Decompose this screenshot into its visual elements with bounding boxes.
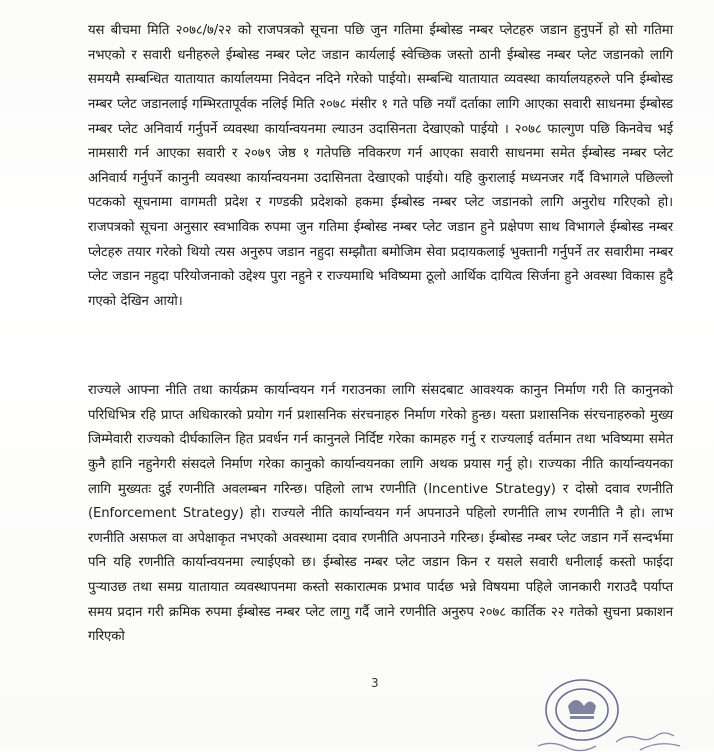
page-number: 3 <box>371 676 379 690</box>
official-seal-icon <box>520 672 714 752</box>
paragraph-2: राज्यले आफ्ना नीति तथा कार्यक्रम कार्यान्वयन गर्न गराउनका लागि संसदबाट आवश्यक कानुन निर्माण गरी ति कानुनको परिधिभित्र रहि प्राप्त अधिकारको प्रयोग गर्न प्रशासनिक संरचनाहरु निर्माण गरेको हुन्छ। यस्ता प्रशासनिक संरचनाहरुको मुख्य जिम्मेवारी राज्यको दीर्घकालिन हित प्रवर्धन गर्न कानुनले निर्दिष्ट गरेका कामहरु गर्नु र राज्यलाई वर्तमान तथा भविष्यमा समेत कुनै हानि नहुनेगरी संसदले निर्माण गरेका कानुको कार्यान्वयनका लागि अथक प्रयास गर्नु हो। राज्यका नीति कार्यान्वयनका लागि मुख्यतः दुई रणनीति अवलम्बन गरिन्छ। पहिलो लाभ रणनीति (Incentive Strategy) र दोस्रो दवाव रणनीति (Enforcement Strategy) हो। राज्यले नीति कार्यान्वयन गर्न अपनाउने पहिलो रणनीति लाभ रणनीति नै हो। लाभ रणनीति असफल वा अपेक्षाकृत नभएको अवस्थामा दवाव रणनीति अपनाउने गरिन्छ। ईम्बोस्ड नम्बर प्लेट जडान गर्ने सन्दर्भमा पनि यहि रणनीति कार्यान्वयनमा ल्याईएको छ। ईम्बोस्ड नम्बर प्लेट जडान किन र यसले सवारी धनीलाई कस्तो फाईदा पुर्‍याउछ तथा समग्र यातायात व्यवस्थापनमा कस्तो सकारात्मक प्रभाव पार्दछ भन्ने विषयमा पहिले जानकारी गराउदै पर्याप्त समय प्रदान गरी क्रमिक रुपमा ईम्बोस्ड नम्बर प्लेट लागु गर्दै जाने रणनीति अनुरुप २०७८ कार्तिक २२ गतेको सुचना प्रकाशन गरिएको <box>88 383 673 645</box>
paragraph-1: यस बीचमा मिति २०७८/७/२२ को राजपत्रको सूचना पछि जुन गतिमा ईम्बोस्ड नम्बर प्लेटहरु जडान हुनुपर्ने हो सो गतिमा नभएको र सवारी धनीहरुले ईम्बोस्ड नम्बर प्लेट जडान कार्यलाई स्वेच्छिक जस्तो ठानी ईम्बोस्ड नम्बर प्लेट जडानको लागि समयमै सम्बन्धित यातायात कार्यालयमा निवेदन नदिने गरेको पाईयो। सम्बन्धि यातायात व्यवस्था कार्यालयहरुले पनि ईम्बोस्ड नम्बर प्लेट जडानलाई गम्भिरतापूर्वक नलिई मिति २०७८ मंसीर १ गते पछि नयाँ दर्ताका लागि आएका सवारी साधनमा ईम्बोस्ड नम्बर प्लेट अनिवार्य गर्नुपर्ने व्यवस्था कार्यान्वयनमा ल्याउन उदासिनता देखाएको पाईयो । २०७८ फाल्गुण पछि किनवेच भई नामसारी गर्न आएका सवारी र २०७९ जेष्ठ १ गतेपछि नविकरण गर्न आएका सवारी साधनमा समेत ईम्बोस्ड नम्बर प्लेट अनिवार्य गर्नुपर्ने कानुनी व्यवस्था कार्यान्वयनमा उदासिनता देखाएको पाईयो। यहि कुरालाई मध्यनजर गर्दै विभागले पछिल्लो पटकको सूचनामा वागमती प्रदेश र गण्डकी प्रदेशको हकमा ईम्बोस्ड नम्बर प्लेट जडानको लागि अनुरोध गरिएको हो। राजपत्रको सूचना अनुसार स्वभाविक रुपमा जुन गतिमा ईम्बोस्ड नम्बर प्लेट जडान हुने प्रक्षेपण साथ विभागले ईम्बोस्ड नम्बर प्लेटहरु तयार गरेको थियो त्यस अनुरुप जडान नहुदा सम्झौता बमोजिम सेवा प्रदायकलाई भुक्तानी गर्नुपर्ने तर सवारीमा नम्बर प्लेट जडान नहुदा परियोजनाको उद्देश्य पुरा नहुने र राज्यमाथि भविष्यमा ठूलो आर्थिक दायित्व सिर्जना हुने अवस्था विकास हुदै गएको देखिन आयो। <box>88 23 673 309</box>
